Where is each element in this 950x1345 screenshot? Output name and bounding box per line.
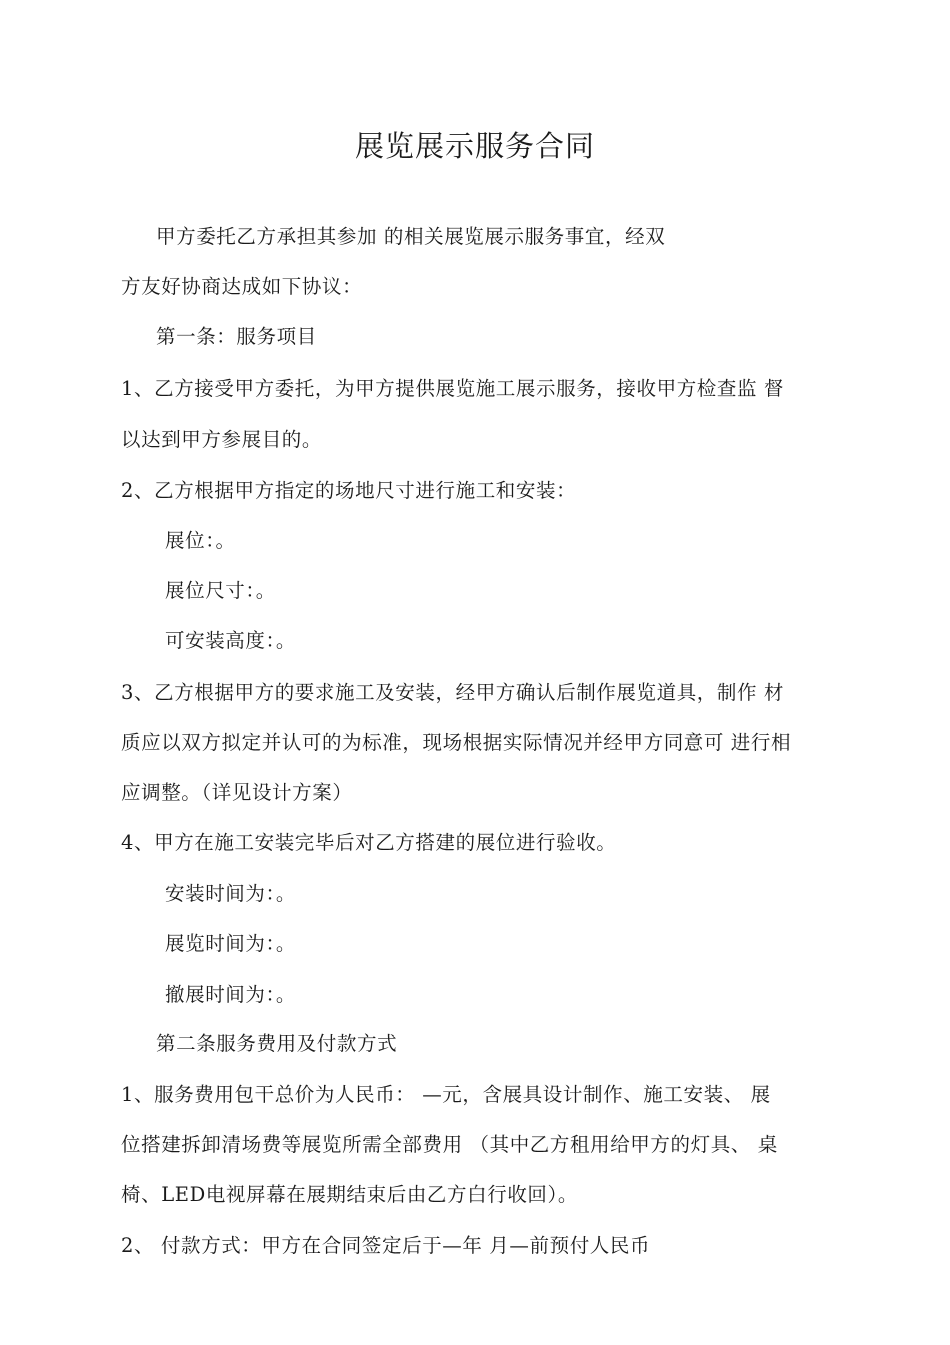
clause-3-line-1: 3、乙方根据甲方的要求施工及安装，经甲方确认后制作展览道具，制作 材 (121, 681, 785, 704)
fee-clause-line-2: 位搭建拆卸清场费等展览所需全部费用 （其中乙方租用给甲方的灯具、 桌 (121, 1133, 778, 1156)
article-1-heading: 第一条：服务项目 (156, 325, 317, 348)
clause-1-line-1: 1、乙方接受甲方委托，为甲方提供展览施工展示服务，接收甲方检查监 督 (121, 377, 785, 400)
intro-line-2: 方友好协商达成如下协议： (121, 275, 363, 298)
intro-line-1: 甲方委托乙方承担其参加 的相关展览展示服务事宜，经双 (156, 225, 666, 248)
install-height-field: 可安装高度：。 (165, 629, 296, 652)
clause-3-line-3: 应调整。（详见设计方案） (121, 781, 353, 804)
dismantle-time-field: 撤展时间为：。 (165, 983, 296, 1006)
booth-field: 展位：。 (165, 529, 236, 552)
page-title: 展览展示服务合同 (354, 129, 595, 163)
clause-4-line-1: 4、甲方在施工安装完毕后对乙方搭建的展位进行验收。 (121, 831, 617, 854)
install-time-field: 安装时间为：。 (165, 882, 296, 905)
exhibit-time-field: 展览时间为：。 (165, 932, 296, 955)
clause-2-line-1: 2、乙方根据甲方指定的场地尺寸进行施工和安装： (121, 479, 577, 502)
clause-3-line-2: 质应以双方拟定并认可的为标准，现场根据实际情况并经甲方同意可 进行相 (121, 731, 792, 754)
booth-size-field: 展位尺寸：。 (165, 579, 276, 602)
fee-clause-line-1: 1、服务费用包干总价为人民币： —元，含展具设计制作、施工安装、 展 (121, 1083, 771, 1106)
payment-clause-line-1: 2、 付款方式：甲方在合同签定后于—年 月—前预付人民币 (121, 1234, 651, 1257)
fee-clause-line-3: 椅、LED电视屏幕在展期结束后由乙方白行收回）。 (121, 1183, 578, 1206)
clause-1-line-2: 以达到甲方参展目的。 (121, 428, 323, 451)
article-2-heading: 第二条服务费用及付款方式 (156, 1032, 398, 1055)
